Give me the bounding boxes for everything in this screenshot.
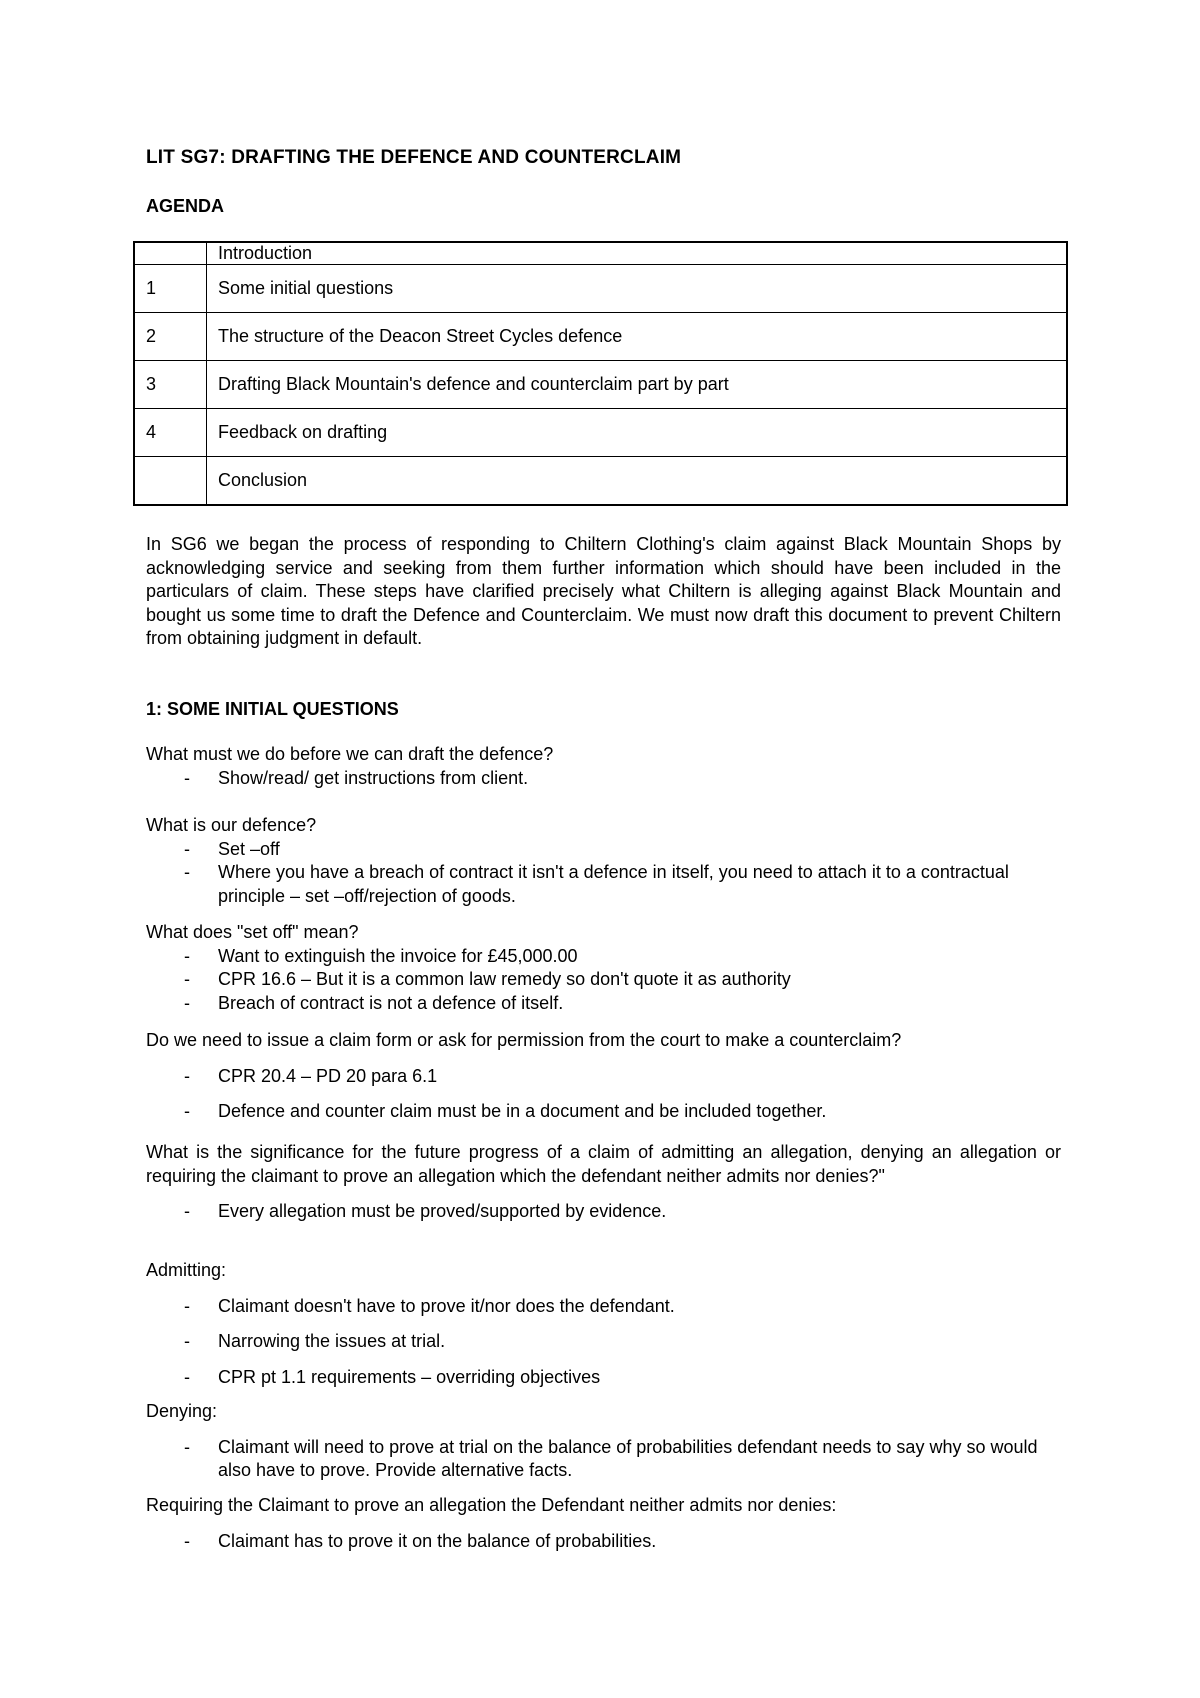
question-block	[146, 814, 1061, 908]
agenda-row-label: Drafting Black Mountain's defence and counterclaim part by part	[207, 361, 1068, 409]
admitting-block	[146, 1259, 1061, 1389]
agenda-row-number	[134, 457, 207, 506]
answer-item: - CPR 20.4 – PD 20 para 6.1	[146, 1065, 1061, 1089]
answer-item: - Narrowing the issues at trial.	[146, 1330, 1061, 1354]
answer-item: - CPR pt 1.1 requirements – overriding objectives	[146, 1366, 1061, 1390]
agenda-row-label: Conclusion	[207, 457, 1068, 506]
intro-paragraph: In SG6 we began the process of responding to Chiltern Clothing's claim against Black Mountain Shops by acknowledging service and seeking from them further information which should have been included in the particulars of claim. These steps have clarified precisely what Chiltern is alleging against Black Mountain and bought us some time to draft the Defence and Counterclaim. We must now draft this document to prevent Chiltern from obtaining judgment in default.	[146, 534, 1061, 648]
agenda-row	[134, 313, 1067, 361]
answer-list	[146, 1065, 1061, 1124]
question-block	[146, 1029, 1061, 1124]
answer-list	[146, 838, 1061, 909]
question-text: What is our defence?	[146, 815, 317, 835]
question-block	[146, 743, 1061, 790]
denying-block	[146, 1400, 1061, 1483]
agenda-row-number	[134, 242, 207, 265]
answer-list	[146, 1200, 1061, 1224]
answer-list	[146, 1436, 1061, 1483]
answer-item: - CPR 16.6 – But it is a common law remedy so don't quote it as authority	[146, 968, 1061, 992]
requiring-block	[146, 1494, 1061, 1553]
answer-item: - Claimant has to prove it on the balance of probabilities.	[146, 1530, 1061, 1554]
question-text: Do we need to issue a claim form or ask for permission from the court to make a counterclaim?	[146, 1030, 902, 1050]
answer-list	[146, 767, 1061, 791]
agenda-row-number: 1	[134, 265, 207, 313]
answer-list	[146, 945, 1061, 1016]
agenda-row-label: Feedback on drafting	[207, 409, 1068, 457]
agenda-row-label: Introduction	[207, 242, 1068, 265]
answer-item: - Show/read/ get instructions from client.	[146, 767, 1061, 791]
requiring-label: Requiring the Claimant to prove an allegation the Defendant neither admits nor denies:	[146, 1495, 837, 1515]
answer-list	[146, 1295, 1061, 1390]
agenda-row	[134, 409, 1067, 457]
agenda-row-label: The structure of the Deacon Street Cycles defence	[207, 313, 1068, 361]
answer-item: - Claimant doesn't have to prove it/nor does the defendant.	[146, 1295, 1061, 1319]
agenda-row-number: 3	[134, 361, 207, 409]
admitting-label: Admitting:	[146, 1260, 227, 1280]
agenda-row	[134, 361, 1067, 409]
agenda-row-number: 4	[134, 409, 207, 457]
agenda-row	[134, 457, 1067, 506]
answer-list	[146, 1530, 1061, 1554]
question-block	[146, 921, 1061, 1015]
answer-item: - Every allegation must be proved/supported by evidence.	[146, 1200, 1061, 1224]
question-text: What is the significance for the future progress of a claim of admitting an allegation, denying an allegation or requiring the claimant to prove an allegation which the defendant neither admits nor denies?"	[146, 1142, 1061, 1186]
document-title: LIT SG7: DRAFTING THE DEFENCE AND COUNTERCLAIM	[146, 147, 682, 168]
denying-label: Denying:	[146, 1401, 218, 1421]
section-1-heading: 1: SOME INITIAL QUESTIONS	[146, 699, 399, 719]
answer-item: - Defence and counter claim must be in a document and be included together.	[146, 1100, 1061, 1124]
question-text: What does "set off" mean?	[146, 922, 359, 942]
agenda-row-number: 2	[134, 313, 207, 361]
answer-item: - Want to extinguish the invoice for £45,000.00	[146, 945, 1061, 969]
answer-item: - Set –off	[146, 838, 1061, 862]
agenda-row	[134, 242, 1067, 265]
answer-item: - Breach of contract is not a defence of itself.	[146, 992, 1061, 1016]
question-text: What must we do before we can draft the defence?	[146, 744, 554, 764]
agenda-row-label: Some initial questions	[207, 265, 1068, 313]
answer-item: - Claimant will need to prove at trial on the balance of probabilities defendant needs to say why so would also have to prove. Provide alternative facts.	[146, 1436, 1061, 1483]
agenda-row	[134, 265, 1067, 313]
agenda-heading: AGENDA	[146, 196, 225, 216]
answer-item: - Where you have a breach of contract it isn't a defence in itself, you need to attach it to a contractual principle – set –off/rejection of goods.	[146, 861, 1061, 908]
question-block	[146, 1141, 1061, 1224]
agenda-table	[133, 241, 1068, 506]
